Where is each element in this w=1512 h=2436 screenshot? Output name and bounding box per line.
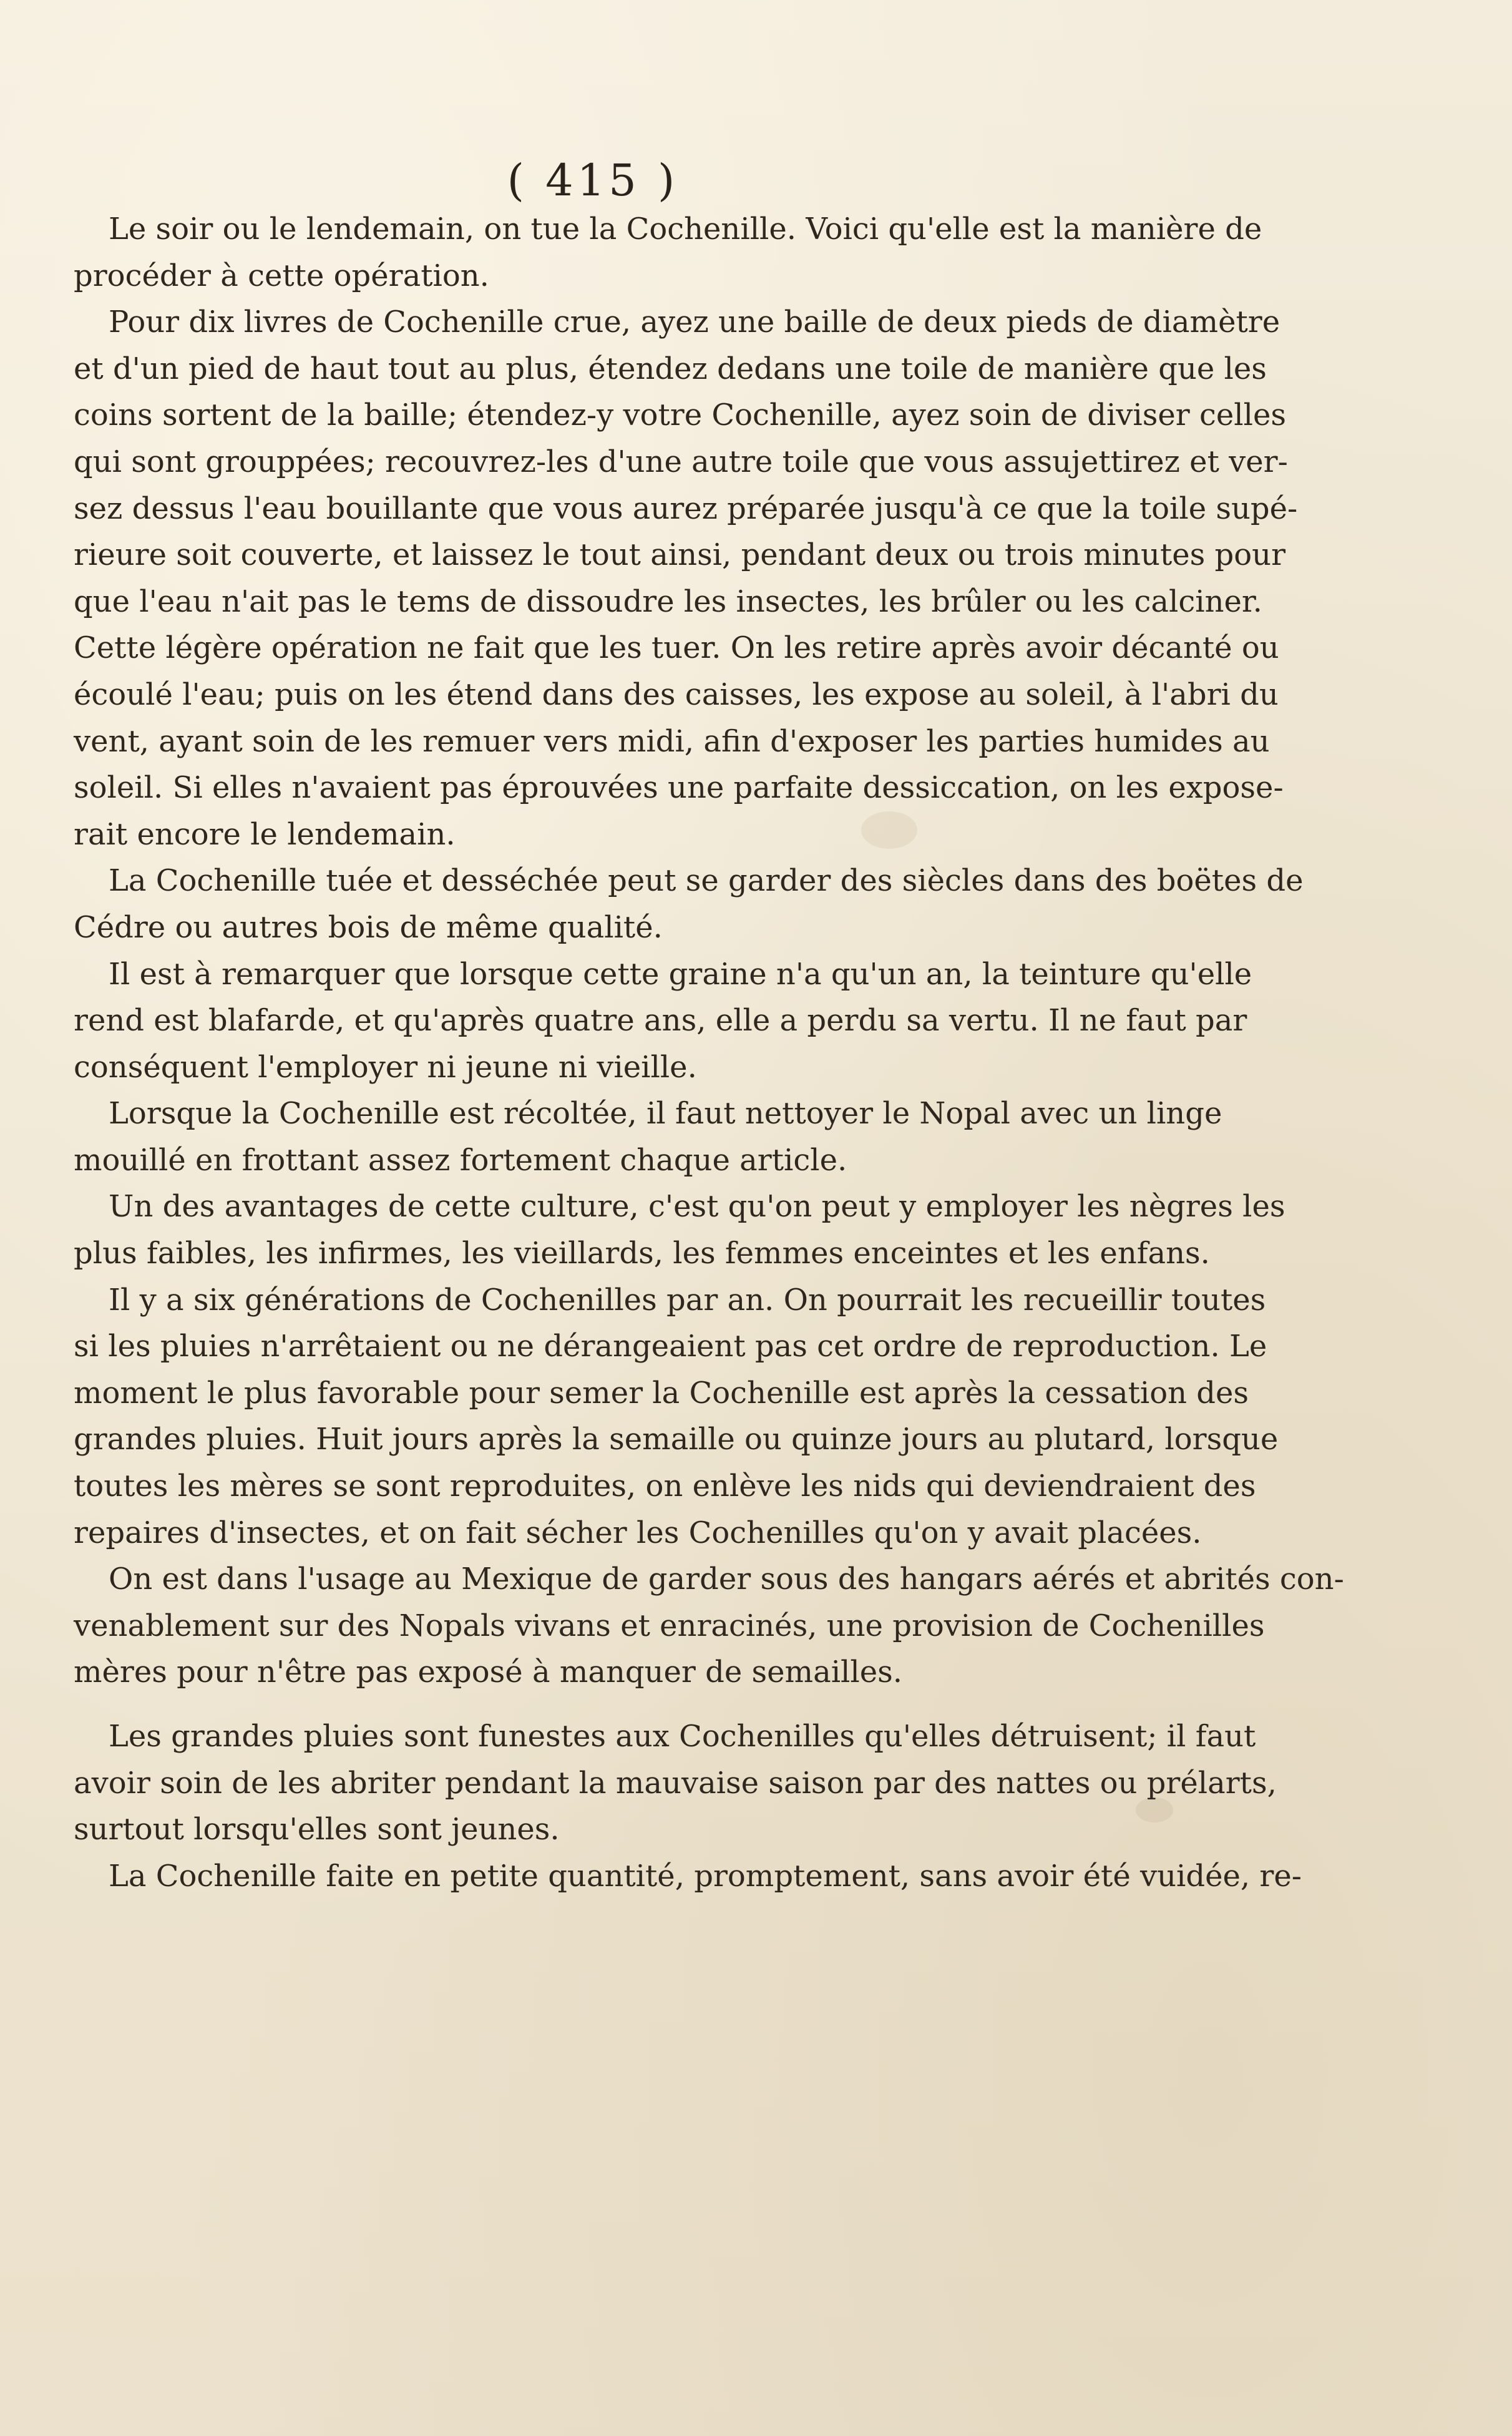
text-line: On est dans l'usage au Mexique de garder sous des hangars aérés et abrités con- <box>109 1562 1344 1597</box>
text-line: moment le plus favorable pour semer la Cochenille est après la cessation des <box>74 1375 1249 1411</box>
text-line: venablement sur des Nopals vivans et enracinés, une provision de Cochenilles <box>74 1608 1265 1643</box>
page-number: ( 415 ) <box>507 155 679 206</box>
text-line: plus faibles, les infirmes, les vieillards, les femmes enceintes et les enfans. <box>74 1236 1210 1271</box>
paragraph <box>74 1090 1222 1183</box>
text-line: toutes les mères se sont reproduites, on enlève les nids qui deviendraient des <box>74 1469 1256 1504</box>
text-line: qui sont grouppées; recouvrez-les d'une autre toile que vous assujettirez et ver- <box>74 444 1288 479</box>
text-line: écoulé l'eau; puis on les étend dans des caisses, les expose au soleil, à l'abri du <box>74 677 1279 712</box>
text-line: rait encore le lendemain. <box>74 816 456 852</box>
text-line: Un des avantages de cette culture, c'est qu'on peut y employer les nègres les <box>109 1189 1285 1225</box>
text-line: procéder à cette opération. <box>74 258 489 293</box>
text-line: Pour dix livres de Cochenille crue, ayez une baille de deux pieds de diamètre <box>109 305 1280 340</box>
text-line: repaires d'insectes, et on fait sécher les Cochenilles qu'on y avait placées. <box>74 1515 1202 1550</box>
paragraph <box>74 1853 1302 1900</box>
text-line: Lorsque la Cochenille est récoltée, il faut nettoyer le Nopal avec un linge <box>109 1096 1222 1132</box>
text-line: grandes pluies. Huit jours après la semaille ou quinze jours au plutard, lorsque <box>74 1422 1279 1457</box>
text-line: La Cochenille faite en petite quantité, promptement, sans avoir été vuidée, re- <box>109 1858 1302 1894</box>
text-line: surtout lorsqu'elles sont jeunes. <box>74 1812 560 1847</box>
paragraph <box>74 858 1304 951</box>
text-line: Cette légère opération ne fait que les tuer. On les retire après avoir décanté ou <box>74 630 1279 666</box>
body-text <box>74 206 1344 1899</box>
paragraph <box>74 1183 1285 1276</box>
text-line: Cédre ou autres bois de même qualité. <box>74 909 663 945</box>
text-line: soleil. Si elles n'avaient pas éprouvées une parfaite dessiccation, on les expose- <box>74 770 1284 806</box>
text-line: vent, ayant soin de les remuer vers midi, afin d'exposer les parties humides au <box>74 723 1270 759</box>
text-line: conséquent l'employer ni jeune ni vieille. <box>74 1049 697 1085</box>
text-line: rieure soit couverte, et laissez le tout ainsi, pendant deux ou trois minutes pour <box>74 537 1286 573</box>
text-line: Le soir ou le lendemain, on tue la Cochenille. Voici qu'elle est la manière de <box>109 212 1262 247</box>
paragraph <box>74 951 1252 1091</box>
paragraph <box>74 299 1298 858</box>
text-line: et d'un pied de haut tout au plus, étendez dedans une toile de manière que les <box>74 351 1267 386</box>
text-line: si les pluies n'arrêtaient ou ne dérangeaient pas cet ordre de reproduction. Le <box>74 1329 1267 1364</box>
text-line: Les grandes pluies sont funestes aux Cochenilles qu'elles détruisent; il faut <box>109 1719 1256 1754</box>
paragraph <box>74 1556 1344 1696</box>
text-line: mères pour n'être pas exposé à manquer de semailles. <box>74 1655 903 1690</box>
text-line: rend est blafarde, et qu'après quatre ans, elle a perdu sa vertu. Il ne faut par <box>74 1003 1247 1039</box>
paragraph <box>74 206 1262 299</box>
text-line: mouillé en frottant assez fortement chaque article. <box>74 1142 847 1178</box>
text-line: avoir soin de les abriter pendant la mauvaise saison par des nattes ou prélarts, <box>74 1765 1277 1801</box>
text-line: sez dessus l'eau bouillante que vous aurez préparée jusqu'à ce que la toile supé- <box>74 491 1298 526</box>
text-line: La Cochenille tuée et desséchée peut se garder des siècles dans des boëtes de <box>109 863 1304 899</box>
text-line: Il y a six générations de Cochenilles par an. On pourrait les recueillir toutes <box>109 1282 1266 1318</box>
text-line: Il est à remarquer que lorsque cette graine n'a qu'un an, la teinture qu'elle <box>109 956 1252 992</box>
text-line: coins sortent de la baille; étendez-y votre Cochenille, ayez soin de diviser celles <box>74 398 1287 433</box>
paragraph-gap <box>74 1696 1208 1713</box>
text-line: que l'eau n'ait pas le tems de dissoudre les insectes, les brûler ou les calciner. <box>74 584 1262 619</box>
paragraph <box>74 1713 1277 1853</box>
paragraph <box>74 1277 1279 1557</box>
